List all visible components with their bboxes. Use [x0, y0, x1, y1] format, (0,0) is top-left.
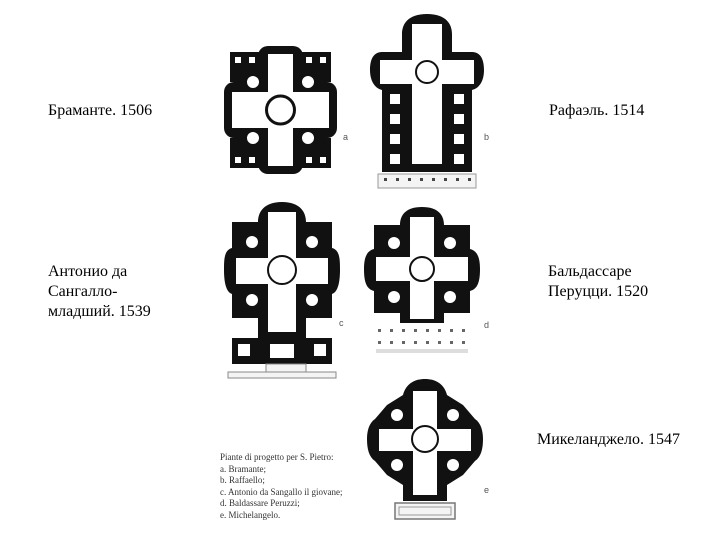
- caption-peruzzi: [548, 262, 648, 302]
- plan-bramante: [218, 40, 343, 180]
- legend-item: c. Antonio da Sangallo il giovane;: [220, 486, 343, 497]
- legend-title: Piante di progetto per S. Pietro:: [220, 452, 334, 462]
- caption-peruzzi-line-1: Бальдассаре: [548, 263, 632, 280]
- caption-sangallo-line-3: младший. 1539: [48, 303, 151, 320]
- plan-peruzzi: [362, 205, 482, 355]
- caption-raphael: Рафаэль. 1514: [549, 102, 645, 119]
- caption-sangallo-line-1: Антонио да: [48, 263, 128, 280]
- legend-item: b. Raffaello;: [220, 475, 265, 485]
- caption-michelangelo: Микеланджело. 1547: [537, 431, 680, 448]
- legend-item: a. Bramante;: [220, 463, 266, 474]
- plan-letter-a: a: [343, 132, 349, 142]
- legend-item: d. Baldassare Peruzzi;: [220, 498, 300, 508]
- caption-bramante: Браманте. 1506: [48, 102, 153, 119]
- plan-legend: [220, 452, 380, 521]
- legend-item: e. Michelangelo.: [220, 509, 281, 520]
- caption-peruzzi-line-2: Перуцци. 1520: [548, 283, 649, 300]
- caption-sangallo-line-2: Сангалло-: [48, 283, 118, 300]
- plan-letter-c: c: [339, 318, 344, 328]
- plan-letter-d: d: [484, 320, 490, 330]
- plan-sangallo: [222, 200, 342, 380]
- plan-letter-e: e: [484, 485, 490, 495]
- plan-letter-b: b: [484, 132, 490, 142]
- plan-raphael: [368, 12, 486, 190]
- caption-sangallo: [48, 262, 151, 322]
- plan-michelangelo: [365, 375, 485, 525]
